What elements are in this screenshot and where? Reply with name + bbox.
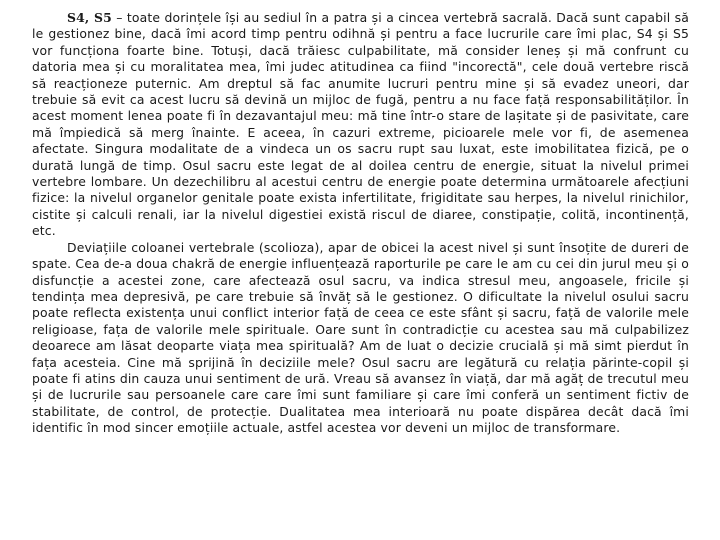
paragraph [32,240,689,437]
paragraph-lead: S4, S5 [67,10,112,25]
paragraph-text: – toate dorințele își au sediul în a patra și a cincea vertebră sacrală. Dacă sunt capabil să le gestionez bine, dacă îmi acord timp pentru odihnă și pentru a face lucrurile care îmi plac, S4 și S5 vor funcționa foarte bine. Totuși, dacă trăiesc culpabilitate, mă consider leneș și mă confrunt cu datoria mea și cu moralitatea mea, îmi judec atitudinea ca fiind "incorectă", cele două vertebre riscă să reacționeze puternic. Am dreptul să fac anumite lucruri pentru mine și să evadez uneori, dar trebuie să evit ca acest lucru să devină un mijloc de fugă, pentru a nu face față responsabilităților. În acest moment lenea poate fi în dezavantajul meu: mă tine într-o stare de lașitate și de pasivitate, care mă împiedică să merg înainte. E aceea, în cazuri extreme, picioarele mele vor fi, de asemenea afectate. Singura modalitate de a vindeca un os sacru rupt sau luxat, este imobilitatea fizică, pe o durată lungă de timp. Osul sacru este legat de al doilea centru de energie, situat la nivelul primei vertebre lombare. Un dezechilibru al acestui centru de energie poate determina următoarele afecțiuni fizice: la nivelul organelor genitale poate exista infertilitate, frigiditate sau herpes, la nivelul rinichilor, cistite și calculi renali, iar la nivelul digestiei există riscul de diaree, constipație, colită, incontinență, etc. [32,10,689,239]
paragraph-text: Deviațiile coloanei vertebrale (scolioza), apar de obicei la acest nivel și sunt însoțite de dureri de spate. Cea de-a doua chakră de energie influențează raporturile pe care le am cu cei din jurul meu și o disfuncție a acestei zone, care afectează osul sacru, va indica stresul meu, angoasele, fricile și tendința mea depresivă, pe care trebuie să învăț să le gestionez. O dificultate la nivelul osului sacru poate reflecta existența unui conflict interior față de ceea ce este sfânt și sacru, față de valorile mele religioase, fața de valorile mele spirituale. Oare sunt în contradicție cu acestea sau mă culpabilizez deoarece am lăsat deoparte viața mea spirituală? Am de luat o decizie crucială și mă simt pierdut în fața acesteia. Cine mă sprijină în deciziile mele? Osul sacru are legătură cu relația părinte-copil și poate fi atins din cauza unui sentiment de ură. Vreau să avansez în viață, dar mă agăț de trecutul meu și de lucrurile sau persoanele care care îmi sunt familiare și care îmi conferă un sentiment fictiv de stabilitate, de control, de protecție. Dualitatea mea interioară nu poate dispărea decât dacă îmi identific în mod sincer emoțiile actuale, astfel acestea vor deveni un mijloc de transformare. [32,239,689,436]
document-page [32,10,689,437]
paragraph [32,10,689,240]
